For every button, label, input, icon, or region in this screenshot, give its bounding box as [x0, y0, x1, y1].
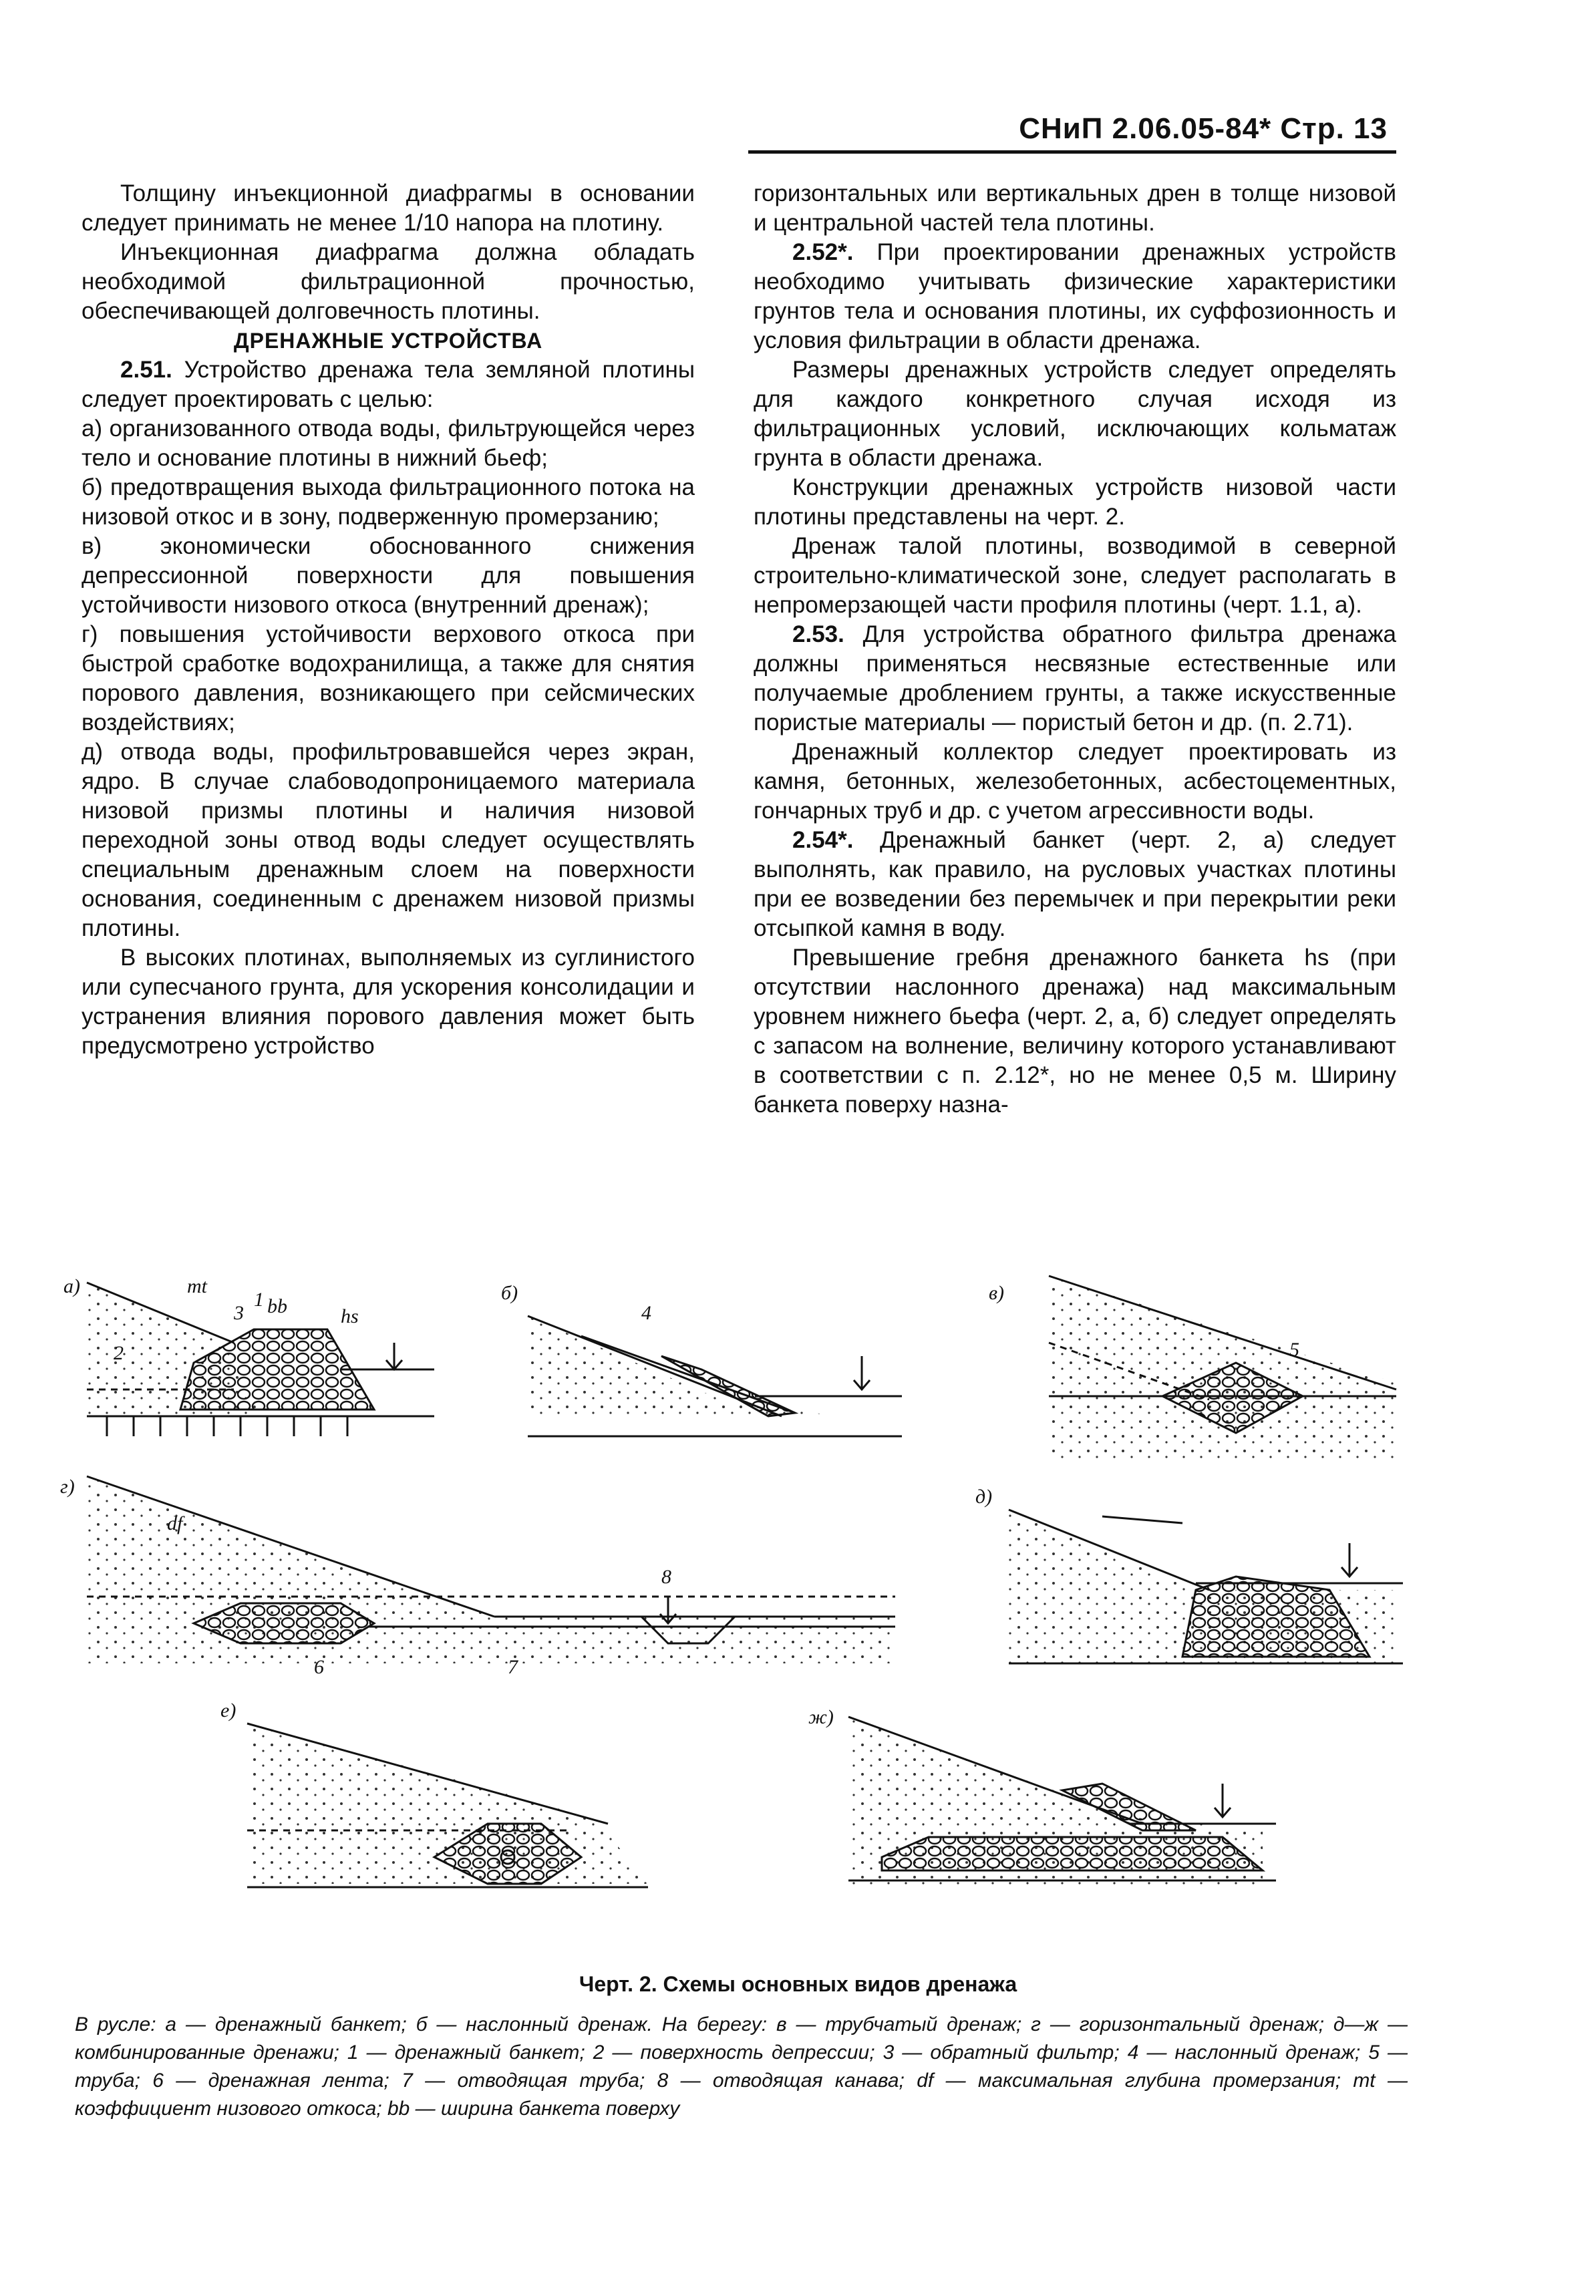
label-d: д)	[975, 1486, 993, 1508]
list-item: д) отвода воды, профильтровавшейся через экран, ядро. В случае слабоводопроницаемого материала низовой призмы плотины и наличия низовой переходной зоны отвод воды следует осуществлять специальным дренажным слоем на поверхности основания, соединенным с дренажем низовой призмы плотины.	[82, 739, 695, 941]
scheme-b	[528, 1316, 902, 1436]
drainage-schemes-drawing	[60, 1256, 1423, 1944]
label-e: е)	[220, 1699, 236, 1721]
paragraph-2-53: 2.53. Для устройства обратного фильтра дренажа должны применяться несвязные естественные или получаемые дроблением грунты, а также искусственные пористые материалы — пористый бетон и др. (п. 2.71).	[754, 621, 1396, 735]
label-bb: bb	[267, 1295, 287, 1317]
figure-caption: В русле: а — дренажный банкет; б — наслонный дренаж. На берегу: в — трубчатый дренаж; г — горизонтальный дренаж; д—ж — комбинированные дренажи; 1 — дренажный банкет; 2 — поверхность депрессии; 3 — обратный фильтр; 4 — наслонный дренаж; 5 —труба; 6 — дренажная лента; 7 — отводящая труба; 8 — отводящая канава; df — максимальная глубина промерзания; mt — коэффициент низового откоса; bb — ширина банкета поверху	[75, 2013, 1408, 2120]
paragraph-2-54: 2.54*. Дренажный банкет (черт. 2, а) следует выполнять, как правило, на русловых участках плотины при ее возведении без перемычек и при перекрытии реки отсыпкой камня в воду.	[754, 827, 1396, 941]
section-title: ДРЕНАЖНЫЕ УСТРОЙСТВА	[233, 329, 543, 353]
clause-number: 2.52*.	[792, 239, 854, 265]
label-8: 8	[661, 1566, 671, 1588]
paragraph: горизонтальных или вертикальных дрен в толще низовой и центральной частей тела плотины.	[754, 180, 1396, 236]
paragraph: Дренажный коллектор следует проектировать из камня, бетонных, железобетонных, асбестоцементных, гончарных труб и др. с учетом агрессивности воды.	[754, 739, 1396, 824]
list-item: б) предотвращения выхода фильтрационного потока на низовой откос и в зону, подверженную промерзанию;	[82, 474, 695, 530]
paragraph: Размеры дренажных устройств следует определять для каждого конкретного случая исходя из фильтрационных условий, исключающих кольматаж грунта в области дренажа.	[754, 357, 1396, 471]
clause-number: 2.53.	[792, 621, 844, 647]
label-g: г)	[60, 1476, 75, 1498]
clause-number: 2.54*.	[792, 827, 854, 853]
purpose-list	[82, 414, 695, 943]
left-column	[82, 179, 695, 1061]
label-5: 5	[1289, 1339, 1299, 1361]
paragraph-2-51: 2.51. Устройство дренажа тела земляной плотины следует проектировать с целью:	[82, 357, 695, 412]
label-v: в)	[989, 1282, 1005, 1304]
header-rule	[748, 150, 1396, 154]
scheme-g	[87, 1476, 895, 1663]
scheme-v	[1049, 1276, 1396, 1463]
label-zh: ж)	[808, 1706, 834, 1728]
label-df: df	[167, 1512, 183, 1534]
label-7: 7	[508, 1656, 518, 1678]
paragraph: Дренаж талой плотины, возводимой в северной строительно-климатической зоне, следует располагать в непромерзающей части профиля плотины (черт. 1.1, а).	[754, 533, 1396, 618]
label-1: 1	[254, 1289, 264, 1311]
paragraph: Превышение гребня дренажного банкета hs (при отсутствии наслонного дренажа) над максимальным уровнем нижнего бьефа (черт. 2, а, б) следует определять с запасом на волнение, величину которого устанавливают в соответствии с п. 2.12*, но не менее 0,5 м. Ширину банкета поверху назна-	[754, 945, 1396, 1118]
drainage-figure	[60, 1256, 1423, 1944]
clause-number: 2.51.	[120, 357, 172, 383]
list-item: а) организованного отвода воды, фильтрующейся через тело и основание плотины в нижний бьеф;	[82, 416, 695, 471]
label-6: 6	[314, 1656, 324, 1678]
label-b: б)	[501, 1282, 518, 1304]
paragraph: В высоких плотинах, выполняемых из суглинистого или супесчаного грунта, для ускорения консолидации и устранения влияния порового давления может быть предусмотрено устройство	[82, 945, 695, 1059]
paragraph: Инъекционная диафрагма должна обладать необходимой фильтрационной прочностью, обеспечивающей долговечность плотины.	[82, 239, 695, 324]
list-item: в) экономически обоснованного снижения депрессионной поверхности для повышения устойчивости низового откоса (внутренний дренаж);	[82, 533, 695, 618]
page-header: СНиП 2.06.05-84* Стр. 13	[1019, 112, 1388, 145]
label-mt: mt	[187, 1275, 207, 1297]
figure-caption-title: Черт. 2. Схемы основных видов дренажа	[579, 1972, 1017, 1996]
label-a: а)	[63, 1275, 80, 1297]
list-item: г) повышения устойчивости верхового откоса при быстрой сработке водохранилища, а также для снятия порового давления, возникающего при сейсмических воздействиях;	[82, 621, 695, 735]
paragraph: Толщину инъекционной диафрагмы в основании следует принимать не менее 1/10 напора на плотину.	[82, 180, 695, 236]
label-4: 4	[641, 1302, 651, 1324]
right-column	[754, 179, 1396, 1120]
label-hs: hs	[341, 1305, 359, 1327]
paragraph-2-52: 2.52*. При проектировании дренажных устройств необходимо учитывать физические характеристики грунтов тела и основания плотины, их суффозионность и условия фильтрации в области дренажа.	[754, 239, 1396, 353]
label-2: 2	[114, 1342, 124, 1364]
scheme-zh	[848, 1717, 1276, 1891]
scheme-e	[247, 1724, 648, 1887]
scheme-d	[1009, 1510, 1403, 1670]
label-3: 3	[234, 1302, 244, 1324]
paragraph: Конструкции дренажных устройств низовой части плотины представлены на черт. 2.	[754, 474, 1396, 530]
